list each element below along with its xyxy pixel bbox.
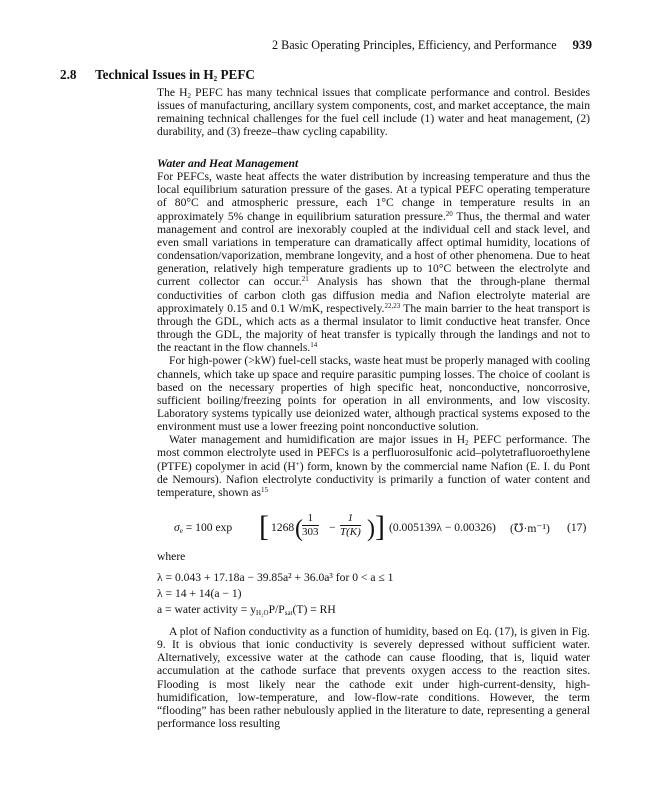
left-paren: ( bbox=[295, 516, 303, 542]
paragraph-3: Water management and humidification are major issues in $H_2$ PEFC performance. The most common electrolyte used in PEFCs is a perfluorosulfonic acid–polytetrafluoroethylene (PTFE) copolymer in acid (H+) form, known by the commercial name Nafion (E. I. du Pont de Nemours). Nafion electrolyte conductivity is primarily a function of water content and temperature, shown $as^{15}$ bbox=[157, 433, 590, 499]
equation-17 bbox=[157, 512, 590, 552]
minus-sign: − bbox=[329, 521, 336, 534]
equation-tail: (0.005139λ − 0.00326) bbox=[389, 521, 496, 534]
definition-line-3: a = water activity = $y_{H_2O}P/P_{sat}(T)$ = RH bbox=[157, 603, 336, 617]
definition-line-1: λ = 0.043 + 17.18a − 39.85a² + 36.0a³ for 0 < a ≤ 1 bbox=[157, 571, 394, 584]
fraction-1: $\frac{1}{303}$ bbox=[302, 512, 319, 538]
right-bracket: ] bbox=[375, 510, 385, 543]
equation-number: (17) bbox=[567, 521, 587, 534]
intro-paragraph: The $H_2$ PEFC has many technical issues that complicate performance and control. Besides issues of manufacturing, ancillary system components, cost, and market acceptance, the main remaining technical challenges for the fuel cell include (1) water and heat management, (2) durability, and (3) freeze–thaw cycling capability. bbox=[157, 86, 591, 139]
section-number: 2.8 bbox=[60, 67, 77, 82]
paragraph-4: A plot of Nafion conductivity as a function of humidity, based on Eq. (17), is given in Fig. 9. It is obvious that ionic conductivity is severely depressed without sufficient water. Alternatively, excessive water at the cathode can cause flooding, that is, liquid water accumulation at the cathode surface that prevents oxygen access to the reaction sites. Flooding is most likely near the cathode exit under high-current-density, high-humidification, low-temperature, and low-flow-rate conditions. However, the term “flooding” has been rather nebulously applied in the literature to date, representing a general performance loss resulting bbox=[157, 625, 590, 731]
running-header bbox=[272, 38, 592, 53]
definition-line-2: λ = 14 + 14(a − 1) bbox=[157, 587, 242, 600]
subheading: Water and Heat Management bbox=[157, 157, 299, 170]
variable-definitions bbox=[157, 570, 393, 618]
paragraph-1: For PEFCs, waste heat affects the water distribution by increasing temperature and thus the local equilibrium saturation pressure of the gases. At a typical PEFC operating temperature of 80°C and atmospheric pressure, each 1°C change in temperature results in an approximately 5% change in equilibrium saturation pressure.$^{20}$ Thus, the thermal and water management and control are inexorably coupled at the individual cell and stack level, and even small variations in temperature can dramatically affect optimal humidity, locations of condensation/vaporization, membrane longevity, and a host of other phenomena. Due to heat generation, relatively high temperature gradients up to 10°C between the electrolyte and current collector can occur.$^{21}$ Analysis has shown that the through-plane thermal conductivities of carbon cloth gas diffusion media and Nafion electrolyte material are approximately 0.15 and 0.1 W/mK, respectively.$^{22,23}$ The main barrier to the heat transport is through the GDL, which acts as a thermal insulator to limit conductive heat transfer. Once through the GDL, the majority of heat transfer is typically through the landings and not to the reactant in the flow channels.$^{14}$ bbox=[157, 170, 590, 355]
fraction-2: $\frac{1}{T(K)}$ bbox=[340, 512, 361, 538]
equation-units: (℧·m⁻¹) bbox=[510, 522, 550, 535]
water-heat-section bbox=[157, 157, 590, 499]
equation-coef: 1268 bbox=[271, 521, 295, 534]
paragraph-4-container bbox=[157, 625, 590, 730]
where-label: where bbox=[157, 550, 186, 563]
paragraph-2: For high-power (>kW) fuel-cell stacks, waste heat must be properly managed with cooling channels, which take up space and require parasitic pumping losses. The choice of coolant is based on the necessary properties of high specific heat, nonconductive, noncorrosive, sufficient boiling/freezing points for operation in all environments, and low viscosity. Laboratory systems typically use deionized water, although practical systems exposed to the environment must use a lower freezing point nonconductive solution. bbox=[157, 354, 590, 434]
section-heading bbox=[60, 67, 255, 83]
page-number: 939 bbox=[572, 37, 592, 52]
equation-lhs: $\sigma_e = 100$ exp bbox=[174, 521, 233, 535]
left-bracket: [ bbox=[259, 510, 269, 543]
section-title: Technical Issues in $H_2$ PEFC bbox=[95, 67, 255, 83]
right-paren: ) bbox=[367, 516, 375, 542]
running-title: 2 Basic Operating Principles, Efficiency, and Performance bbox=[272, 38, 557, 52]
